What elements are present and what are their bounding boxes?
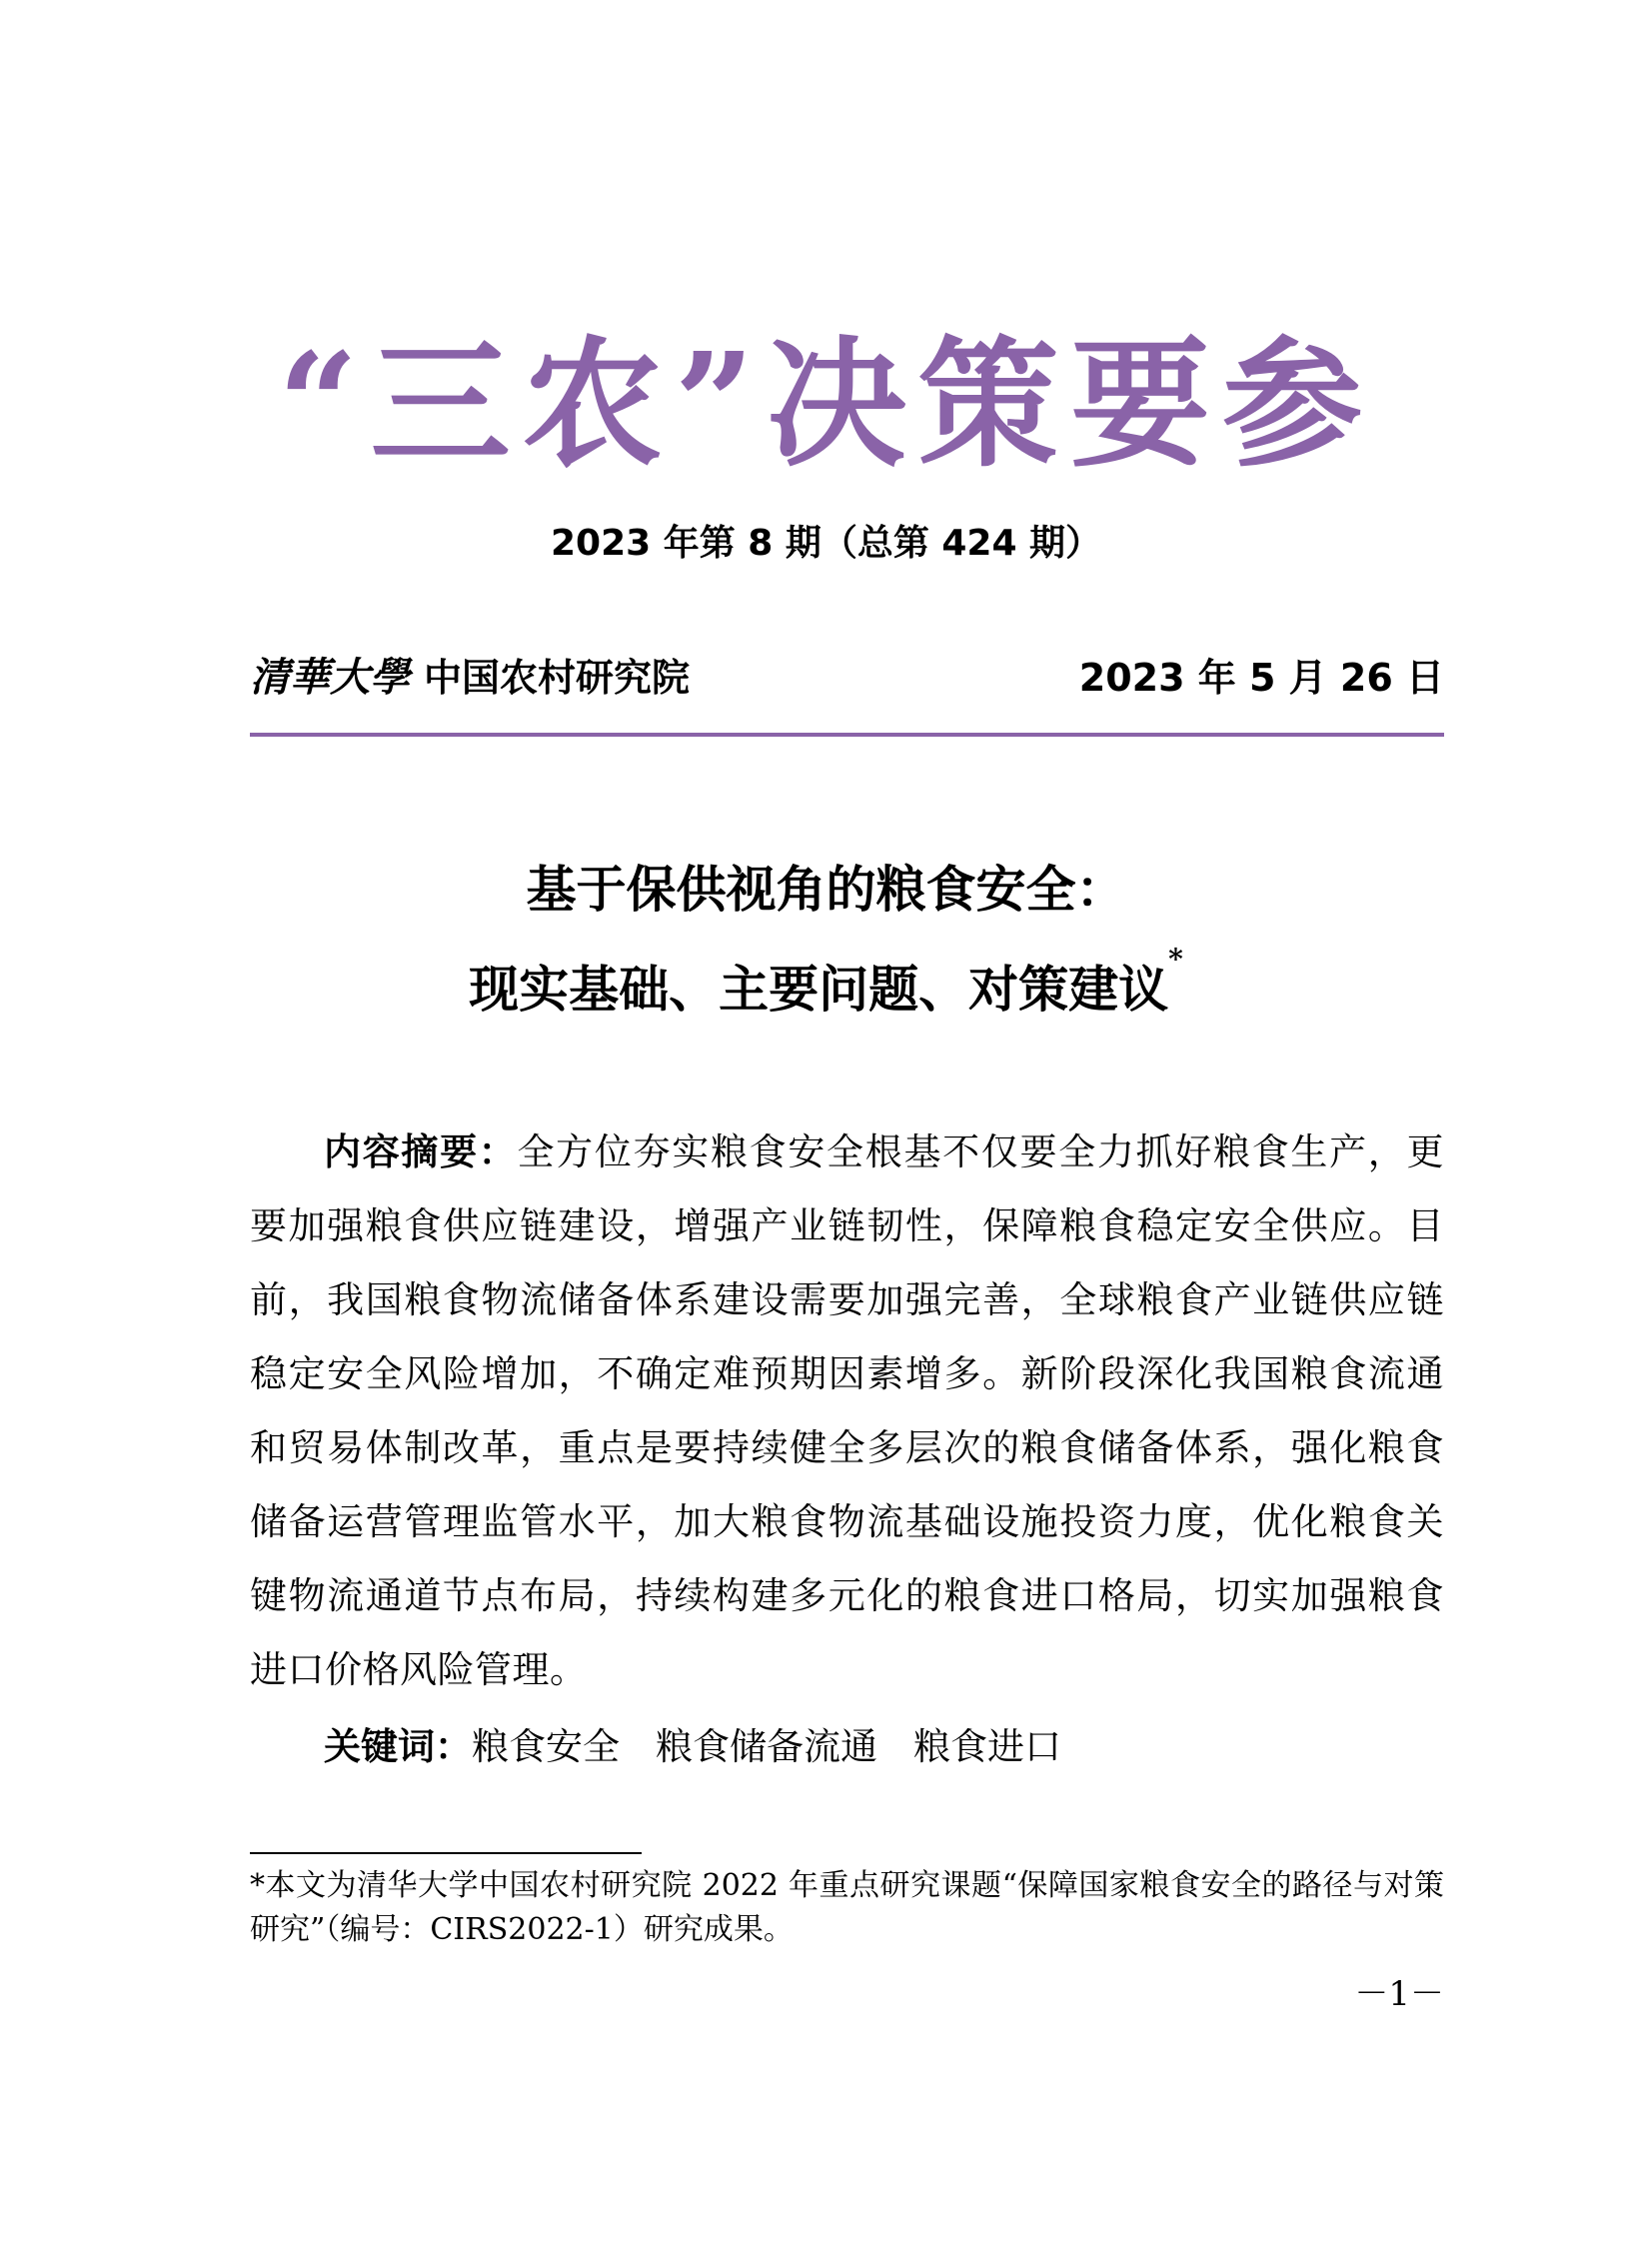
- title-line-1: 基于保供视角的粮食安全：: [526, 860, 1126, 919]
- footnote: *本文为清华大学中国农村研究院 2022 年重点研究课题“保障国家粮食安全的路径与对策研究”（编号：CIRS2022-1）研究成果。: [250, 1868, 1444, 1947]
- issue-number: 2023 年第 8 期（总第 424 期）: [550, 523, 1102, 564]
- university-logo-text: 清華大學: [250, 654, 410, 701]
- keywords-line: [250, 1709, 1444, 1784]
- abstract-text: 全方位夯实粮食安全根基不仅要全力抓好粮食生产，更要加强粮食供应链建设，增强产业链韧性，保障粮食稳定安全供应。目前，我国粮食物流储备体系建设需要加强完善，全球粮食产业链供应链稳定安全风险增加，不确定难预期因素增多。新阶段深化我国粮食流通和贸易体制改革，重点是要持续健全多层次的粮食储备体系，强化粮食储备运营管理监管水平，加大粮食物流基础设施投资力度，优化粮食关键物流通道节点布局，持续构建多元化的粮食进口格局，切实加强粮食进口价格风险管理。: [250, 1130, 1445, 1691]
- article-title: [0, 840, 1652, 1040]
- header-row: [250, 650, 1444, 710]
- page-number: －1－: [1354, 1974, 1444, 2014]
- abstract-label: 内容摘要：: [324, 1129, 518, 1173]
- abstract-paragraph: [250, 1115, 1444, 1707]
- institution: [250, 650, 690, 706]
- keyword-item: 粮食储备流通: [656, 1725, 877, 1768]
- title-line-2: 现实基础、主要问题、对策建议*: [469, 943, 1183, 1019]
- footnote-marker: *: [1168, 943, 1183, 976]
- publish-date: 2023 年 5 月 26 日: [1078, 656, 1444, 700]
- footnote-divider: [250, 1852, 642, 1854]
- keyword-item: 粮食安全: [472, 1725, 620, 1768]
- institute-name: 中国农村研究院: [424, 656, 691, 700]
- masthead-title: “三农”决策要参: [277, 323, 1375, 487]
- keywords-label: 关键词：: [324, 1724, 472, 1768]
- header-divider: [250, 733, 1444, 737]
- keyword-item: 粮食进口: [913, 1725, 1061, 1768]
